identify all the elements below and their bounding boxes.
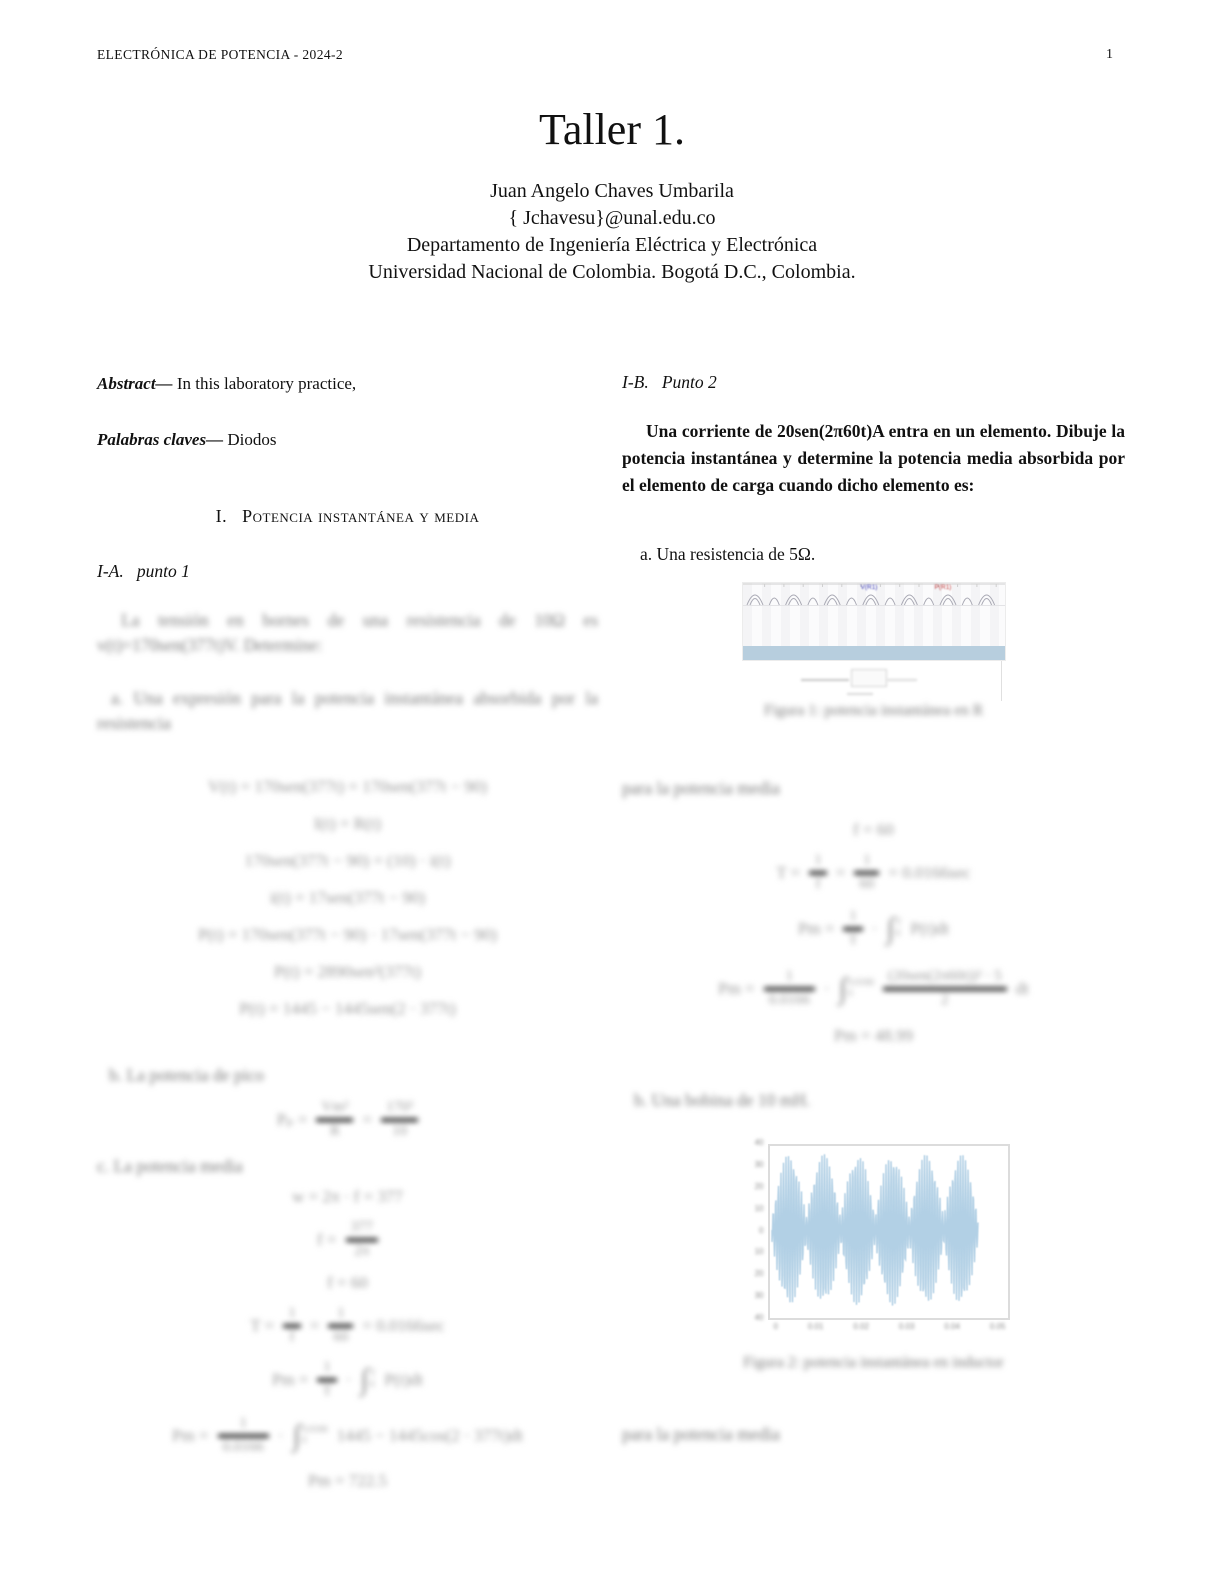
paper-title: Taller 1. bbox=[539, 105, 685, 154]
section-heading bbox=[97, 506, 598, 527]
blurred-item-c: c. La potencia media bbox=[97, 1156, 243, 1176]
equation-line: Pm = $\frac{1}{T}$ · ∫ T 0 P(t)dt bbox=[797, 908, 950, 948]
blurred-item-b: b. La potencia de pico bbox=[109, 1065, 265, 1085]
blurred-item-a: a. Una expresión para la potencia instantánea absorbida por la resistencia bbox=[97, 688, 598, 733]
equation-line: P(t) = 1445 − 1445sen(2 · 377t) bbox=[239, 998, 456, 1018]
figure2-axes-frame bbox=[768, 1144, 1010, 1320]
schematic-wire-vertical bbox=[1001, 661, 1002, 701]
section-number: I. bbox=[215, 506, 228, 526]
figure2-y-ticks: 40 30 20 10 0 10 20 30 40 bbox=[754, 1138, 764, 1322]
author-university: Universidad Nacional de Colombia. Bogotá D.C., Colombia. bbox=[368, 261, 856, 283]
abstract bbox=[97, 374, 356, 394]
equation-line: f = 60 bbox=[853, 820, 894, 839]
equation-line: 170sen(377t − 90) = (10) · i(t) bbox=[244, 850, 451, 870]
abstract-text: In this laboratory practice, bbox=[172, 374, 357, 393]
author-email: { Jchavesu}@unal.edu.co bbox=[508, 207, 716, 229]
equation-peak-power bbox=[97, 1094, 598, 1146]
equation-line: Pm = $\frac{1}{T}$ · ∫ T 0 P(t)dt bbox=[271, 1359, 424, 1399]
abstract-label: Abstract— bbox=[97, 374, 173, 393]
equation-line: i(t) = 17sen(377t − 90) bbox=[269, 887, 426, 907]
section-title: Potencia instantánea y media bbox=[242, 506, 480, 526]
subsection-ia-title: punto 1 bbox=[136, 561, 190, 581]
running-header-course: ELECTRÓNICA DE POTENCIA - 2024-2 bbox=[97, 47, 344, 62]
equation-line: V(t) = 170sen(377t) = 170sen(377t − 90) bbox=[208, 776, 487, 796]
figure2-caption: Figura 2: potencia instantánea en inductor bbox=[743, 1354, 1004, 1371]
problem-statement: Una corriente de 20sen(2π60t)A entra en un elemento. Dibuje la potencia instantánea y determine la potencia media absorbida por el elemento de carga cuando dicho elemento es: bbox=[622, 421, 1125, 495]
equation-block-3 bbox=[622, 814, 1125, 1052]
subsection-ib-title: Punto 2 bbox=[661, 372, 717, 392]
figure1-trace-label-red: P(R1) bbox=[934, 584, 952, 591]
keywords-label: Palabras claves— bbox=[97, 430, 224, 449]
equation-line: T = $\frac{1}{f}$ = $\frac{1}{60}$ = 0.0166sec bbox=[776, 852, 971, 892]
equation-line: P(t) = 170sen(377t − 90) · 17sen(377t − 90) bbox=[198, 924, 497, 944]
figure1-waveform-area bbox=[743, 583, 1005, 646]
figure2 bbox=[622, 1136, 1125, 1346]
equation-line: w = 2π · f = 377 bbox=[292, 1187, 403, 1206]
blurred-media-intro-1: para la potencia media bbox=[622, 778, 780, 798]
blurred-item-b-bobina: b. Una bobina de 10 mH. bbox=[634, 1090, 811, 1110]
subsection-ib-heading bbox=[622, 372, 717, 393]
figure2-plot bbox=[724, 1136, 1024, 1346]
figure1-humps-svg bbox=[743, 583, 1005, 646]
equation-line: f = 60 bbox=[327, 1273, 368, 1292]
equation-line: f = $\frac{377}{2\pi}$ bbox=[97, 1214, 598, 1266]
equation-line: Pm = $\frac{1}{0.0166}$ · ∫ 0.0166 0 $\frac{\text{(20sen(2π60t))² · 5}}{2}$ dt bbox=[718, 968, 1029, 1008]
equation-line: Pₚ = $\frac{\text{Vm²}}{R}$ = $\frac{\text{170²}}{10}$ bbox=[97, 1094, 598, 1146]
figure2-x-ticks: 0 0.01 0.02 0.03 0.04 0.05 bbox=[773, 1322, 1006, 1331]
figure1-screenshot bbox=[742, 582, 1006, 661]
keywords bbox=[97, 430, 276, 450]
equation-line: T = $\frac{1}{f}$ = $\frac{1}{60}$ = 0.0166sec bbox=[250, 1305, 445, 1345]
equation-line: Pm = $\frac{1}{0.0166}$ · ∫ 0.0166 0 1445 − 1445cos(2 · 377t)dt bbox=[172, 1415, 523, 1455]
item-a-resistencia: a. Una resistencia de 5Ω. bbox=[640, 544, 816, 564]
equation-block-2 bbox=[97, 1180, 598, 1498]
equation-block-1 bbox=[97, 768, 598, 1027]
figure1-schematic bbox=[743, 661, 1005, 703]
equation-line: Pm = 48.99 bbox=[833, 1026, 913, 1045]
author-name: Juan Angelo Chaves Umbarila bbox=[490, 180, 734, 202]
figure1-toolbar-band bbox=[743, 646, 1005, 660]
schematic-wire bbox=[801, 679, 849, 681]
figure1-caption: Figura 1: potencia instantánea en R bbox=[763, 702, 984, 719]
figure1-trace-label-blue: V(R1) bbox=[860, 584, 878, 591]
author-department: Departamento de Ingeniería Eléctrica y Electrónica bbox=[406, 234, 818, 256]
keywords-text: Diodos bbox=[223, 430, 277, 449]
blurred-media-intro-2: para la potencia media bbox=[622, 1424, 780, 1444]
subsection-ia-heading bbox=[97, 561, 190, 582]
page-number: 1 bbox=[1106, 47, 1113, 62]
figure2-waveform bbox=[770, 1146, 1004, 1314]
schematic-wire bbox=[887, 679, 917, 681]
equation-line: Pm = 722.5 bbox=[307, 1471, 387, 1490]
author-block bbox=[0, 178, 1224, 286]
schematic-component bbox=[851, 669, 887, 687]
figure1 bbox=[622, 582, 1125, 703]
subsection-ib-label: I-B. bbox=[622, 372, 649, 392]
equation-line: I(t) = R(t) bbox=[313, 813, 382, 833]
equation-line: P(t) = 2890sen²(377t) bbox=[274, 961, 421, 981]
subsection-ia-label: I-A. bbox=[97, 561, 124, 581]
schematic-wire bbox=[847, 693, 873, 695]
blurred-paragraph-punto1: La tensión en bornes de una resistencia de 10Ω es v(t)=170sen(377t)V. Determine: bbox=[97, 610, 598, 655]
